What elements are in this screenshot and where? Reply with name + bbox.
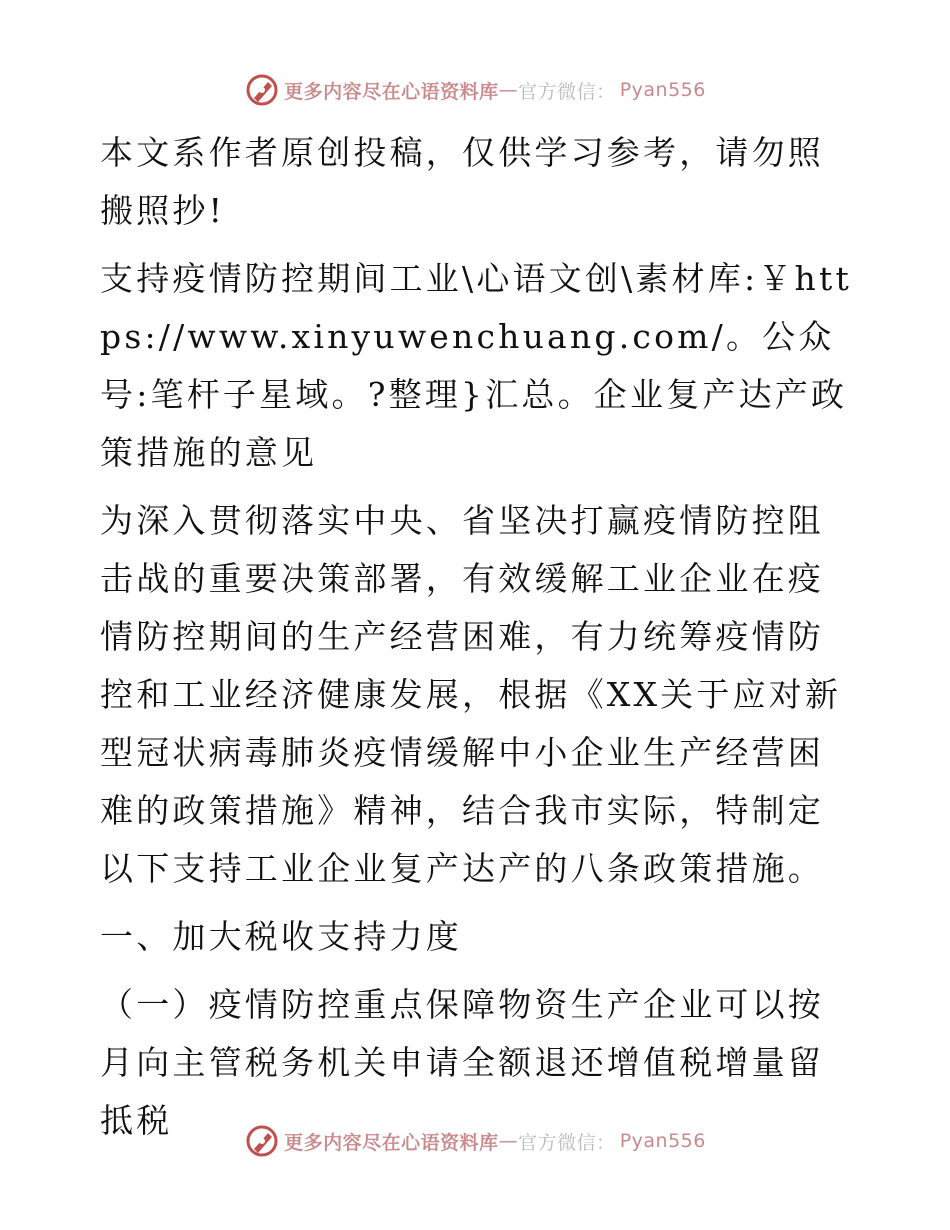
document-body: [100, 124, 860, 1150]
paragraph-disclaimer: 本文系作者原创投稿，仅供学习参考，请勿照搬照抄!: [100, 133, 824, 230]
watermark-id: Pyan556: [619, 79, 706, 101]
pen-logo-icon: [244, 1123, 280, 1159]
footer-watermark: [0, 1121, 950, 1161]
watermark-contact: 官方微信：: [518, 80, 616, 103]
paragraph-item-1: （一）疫情防控重点保障物资生产企业可以按月向主管税务机关申请全额退还增值税增量留抵税: [100, 985, 824, 1140]
paragraph-intro: 为深入贯彻落实中央、省坚决打赢疫情防控阻击战的重要决策部署，有效缓解工业企业在疫情防控期间的生产经营困难，有力统筹疫情防控和工业经济健康发展，根据《XX关于应对新型冠状病毒肺炎疫情缓解中小企业生产经营困难的政策措施》精神，结合我市实际，特制定以下支持工业企业复产达产的八条政策措施。: [100, 501, 842, 888]
paragraph-title: 支持疫情防控期间工业\心语文创\素材库:￥https://www.xinyuwenchuang.com/。公众号:笔杆子星域。?整理}汇总。企业复产达产政策措施的意见: [100, 259, 852, 472]
watermark-dash: —: [498, 1130, 519, 1152]
watermark-dash: —: [498, 79, 519, 101]
watermark-text: 更多内容尽在心语资料库: [284, 80, 499, 103]
header-watermark: [0, 70, 950, 110]
section-heading: 一、加大税收支持力度: [100, 917, 462, 956]
watermark-text: 更多内容尽在心语资料库: [284, 1131, 499, 1154]
watermark-id: Pyan556: [619, 1130, 706, 1152]
watermark-contact: 官方微信：: [518, 1131, 616, 1154]
pen-logo-icon: [244, 72, 280, 108]
